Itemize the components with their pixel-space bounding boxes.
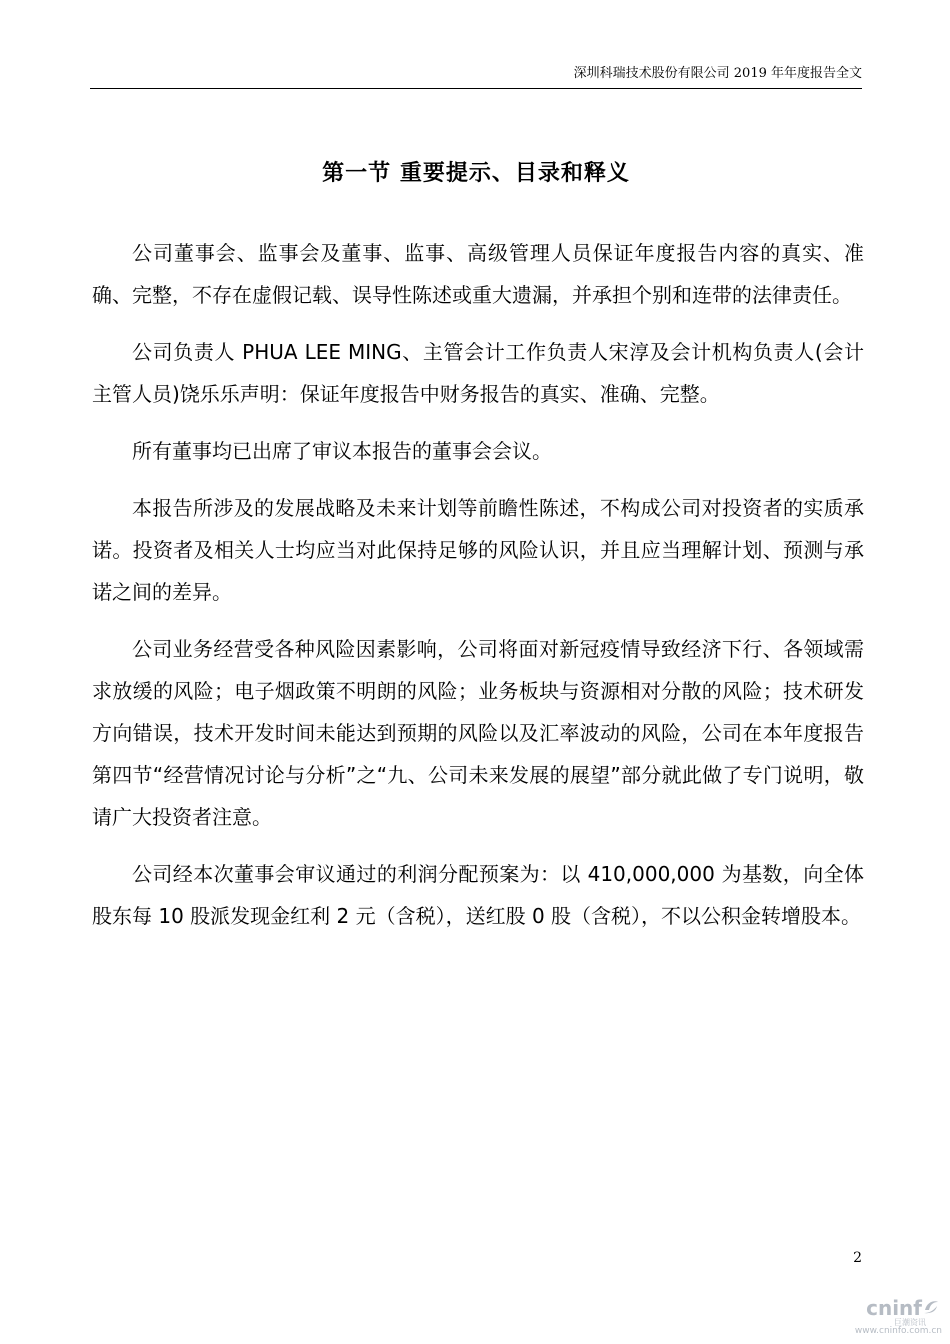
cninfo-logo-icon [922,1298,940,1316]
watermark-logo-text: cninf [866,1296,922,1320]
watermark-url: www.cninfo.com.cn [854,1326,942,1336]
paragraph-profit-distribution: 公司经本次董事会审议通过的利润分配预案为：以 410,000,000 为基数，向全体股东每 10 股派发现金红利 2 元（含税），送红股 0 股（含税），不以公积金转增股本。 [92,862,864,928]
paragraph-guarantee: 公司董事会、监事会及董事、监事、高级管理人员保证年度报告内容的真实、准确、完整，不存在虚假记载、误导性陈述或重大遗漏，并承担个别和连带的法律责任。 [92,241,864,307]
page-number: 2 [853,1250,862,1266]
watermark-subtitle: 巨潮资讯 [894,1318,926,1327]
section-title: 第一节 重要提示、目录和释义 [322,161,630,186]
running-header: 深圳科瑞技术股份有限公司 2019 年年度报告全文 [573,66,862,81]
paragraph-forward-looking: 本报告所涉及的发展战略及未来计划等前瞻性陈述，不构成公司对投资者的实质承诺。投资者及相关人士均应当对此保持足够的风险认识，并且应当理解计划、预测与承诺之间的差异。 [92,496,864,604]
cninfo-watermark [848,1296,944,1336]
body-text [92,232,864,952]
paragraph-responsible-persons: 公司负责人 PHUA LEE MING、主管会计工作负责人宋淳及会计机构负责人(会计主管人员)饶乐乐声明：保证年度报告中财务报告的真实、准确、完整。 [92,340,864,406]
header-divider [90,88,862,89]
paragraph-risk-factors: 公司业务经营受各种风险因素影响，公司将面对新冠疫情导致经济下行、各领域需求放缓的风险；电子烟政策不明朗的风险；业务板块与资源相对分散的风险；技术研发方向错误，技术开发时间未能达到预期的风险以及汇率波动的风险，公司在本年度报告第四节“经营情况讨论与分析”之“九、公司未来发展的展望”部分就此做了专门说明，敬请广大投资者注意。 [92,637,864,829]
paragraph-directors-attendance: 所有董事均已出席了审议本报告的董事会会议。 [132,439,552,463]
